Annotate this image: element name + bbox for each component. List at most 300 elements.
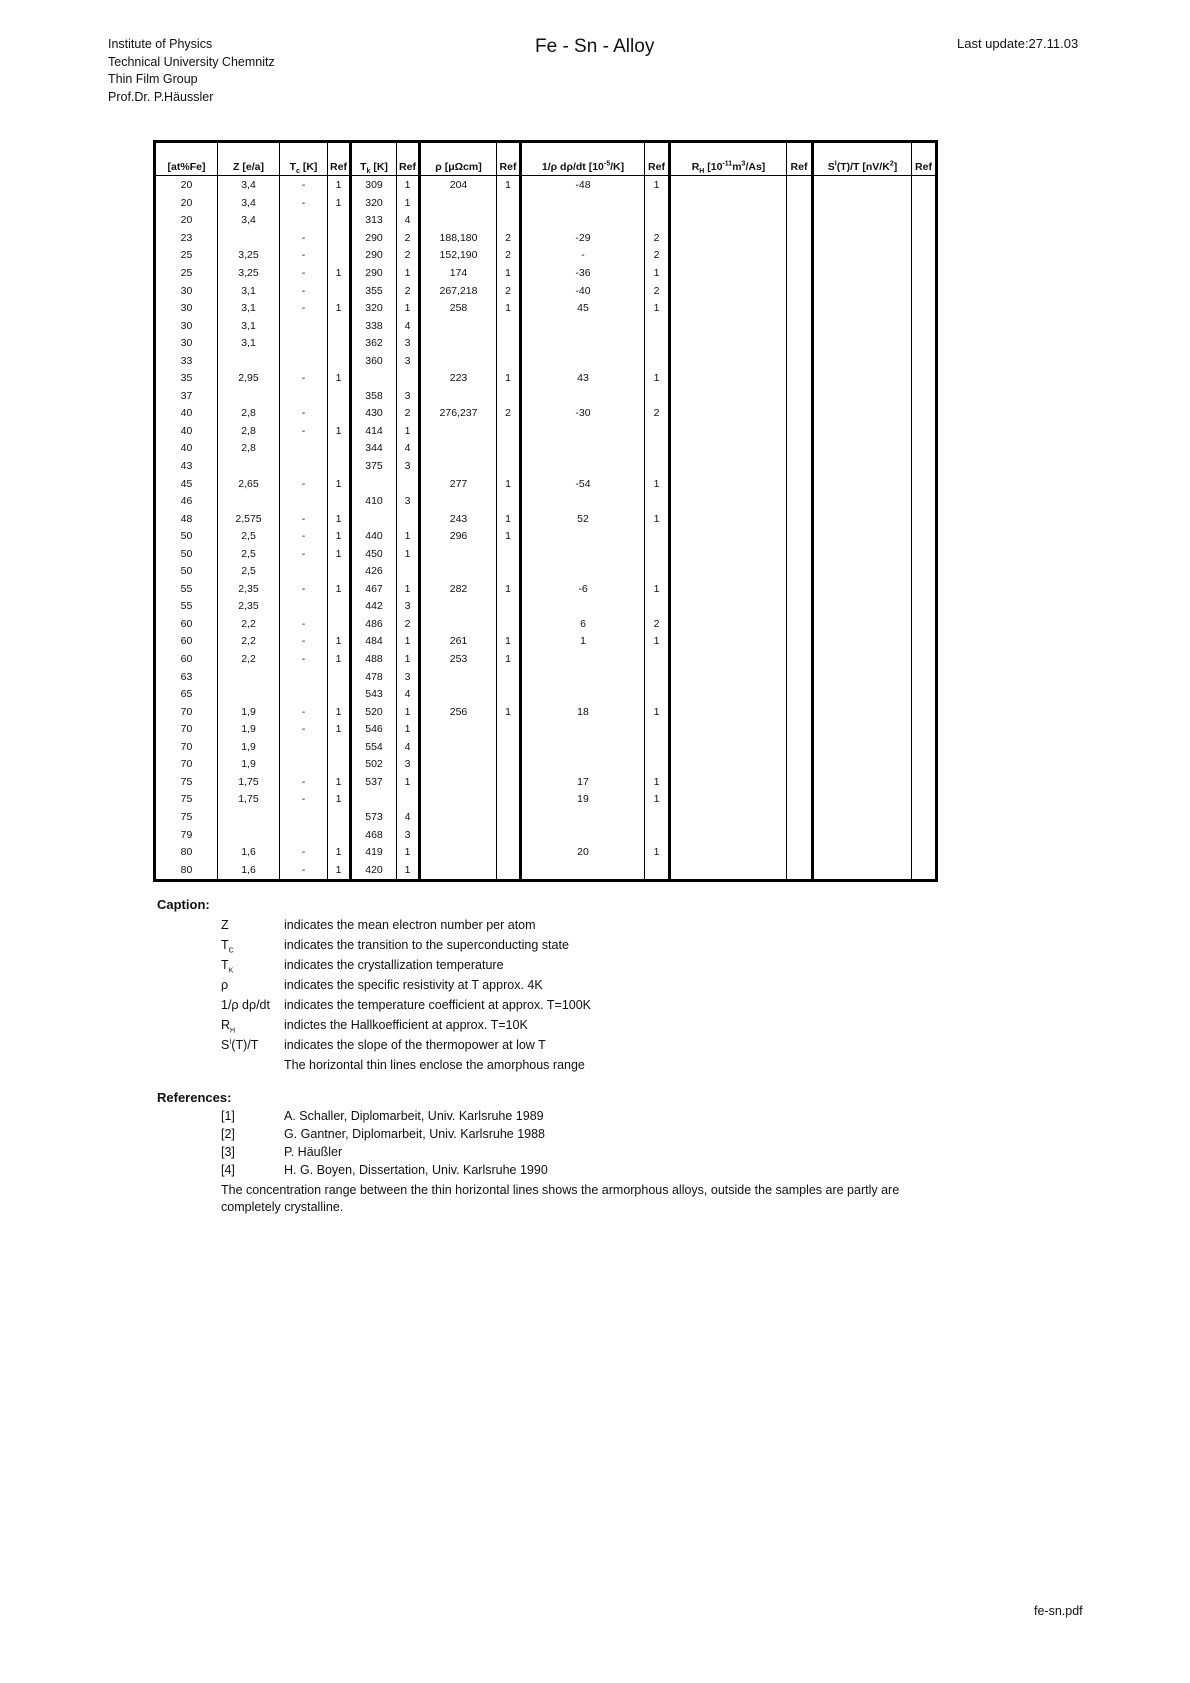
cell-ref [912, 598, 937, 616]
cell-ref [787, 388, 813, 406]
cell-thermopower [813, 475, 912, 493]
cell-hall [670, 212, 787, 230]
cell-tc: - [280, 247, 328, 265]
cell-hall [670, 176, 787, 195]
cell-thermopower [813, 423, 912, 441]
cell-rho: 276,237 [420, 405, 497, 423]
cell-at-fe: 33 [155, 352, 218, 370]
cell-tc: - [280, 282, 328, 300]
cell-tk: 573 [351, 809, 397, 827]
cell-temp-coeff: -54 [521, 475, 645, 493]
cell-tk: 488 [351, 651, 397, 669]
cell-ref [787, 247, 813, 265]
cell-hall [670, 388, 787, 406]
cell-ref [787, 703, 813, 721]
cell-ref [328, 826, 351, 844]
cell-thermopower [813, 282, 912, 300]
cell-ref [787, 563, 813, 581]
cell-ref [787, 739, 813, 757]
cell-ref: 1 [645, 844, 670, 862]
institute-line: Thin Film Group [108, 72, 198, 86]
reference-text: G. Gantner, Diplomarbeit, Univ. Karlsruhe 1988 [284, 1127, 546, 1141]
cell-z: 2,65 [218, 475, 280, 493]
cell-ref [912, 756, 937, 774]
cell-ref [328, 598, 351, 616]
cell-at-fe: 25 [155, 247, 218, 265]
cell-tk: 430 [351, 405, 397, 423]
col-header-concentration: [at%Fe] [155, 142, 218, 176]
cell-tk: 450 [351, 545, 397, 563]
cell-hall [670, 405, 787, 423]
cell-ref [645, 686, 670, 704]
cell-ref [645, 440, 670, 458]
cell-ref: 1 [645, 300, 670, 318]
cell-rho [420, 721, 497, 739]
cell-tk: 362 [351, 335, 397, 353]
cell-ref [328, 247, 351, 265]
cell-thermopower [813, 756, 912, 774]
table-row [155, 265, 937, 283]
cell-hall [670, 721, 787, 739]
cell-tk: 290 [351, 247, 397, 265]
cell-tc: - [280, 528, 328, 546]
cell-z: 1,9 [218, 756, 280, 774]
cell-ref [497, 791, 521, 809]
cell-at-fe: 20 [155, 176, 218, 195]
table-row [155, 739, 937, 757]
caption-symbol: $S^I(T)/T$ [221, 1038, 259, 1052]
cell-ref [497, 721, 521, 739]
cell-tc: - [280, 651, 328, 669]
cell-tc: - [280, 844, 328, 862]
cell-ref: 1 [497, 651, 521, 669]
reference-item [157, 1109, 931, 1127]
cell-rho [420, 317, 497, 335]
cell-thermopower [813, 493, 912, 511]
cell-ref: 2 [497, 230, 521, 248]
reference-number: [3] [221, 1145, 235, 1159]
cell-hall [670, 282, 787, 300]
cell-tk: 419 [351, 844, 397, 862]
table-row [155, 475, 937, 493]
cell-ref [787, 195, 813, 213]
cell-rho [420, 844, 497, 862]
cell-ref [328, 388, 351, 406]
cell-tc [280, 212, 328, 230]
cell-ref [787, 370, 813, 388]
col-header-tk: $T_k$ [K] [351, 142, 397, 176]
caption-text: indicates the transition to the superconducting state [284, 938, 569, 952]
cell-ref [497, 440, 521, 458]
cell-thermopower [813, 844, 912, 862]
cell-rho: 152,190 [420, 247, 497, 265]
cell-at-fe: 46 [155, 493, 218, 511]
cell-temp-coeff [521, 826, 645, 844]
cell-rho [420, 458, 497, 476]
table-row [155, 440, 937, 458]
cell-ref [912, 563, 937, 581]
cell-ref: 1 [397, 423, 420, 441]
cell-ref: 1 [497, 510, 521, 528]
caption-item [157, 998, 592, 1018]
cell-at-fe: 70 [155, 756, 218, 774]
cell-z: 2,8 [218, 405, 280, 423]
cell-ref [497, 861, 521, 880]
cell-ref [645, 458, 670, 476]
cell-rho [420, 616, 497, 634]
cell-thermopower [813, 686, 912, 704]
cell-thermopower [813, 265, 912, 283]
cell-ref [787, 475, 813, 493]
cell-temp-coeff: -6 [521, 581, 645, 599]
cell-ref [497, 844, 521, 862]
cell-ref: 1 [397, 774, 420, 792]
cell-ref [912, 176, 937, 195]
cell-hall [670, 440, 787, 458]
cell-ref [497, 212, 521, 230]
cell-ref [912, 809, 937, 827]
cell-ref: 1 [328, 300, 351, 318]
cell-temp-coeff [521, 352, 645, 370]
cell-z: 2,35 [218, 581, 280, 599]
institute-block [108, 36, 275, 106]
cell-at-fe: 75 [155, 774, 218, 792]
caption-text: indictes the Hallkoefficient at approx. T=10K [284, 1018, 528, 1032]
cell-hall [670, 528, 787, 546]
cell-tc: - [280, 475, 328, 493]
table-row [155, 388, 937, 406]
cell-tc: - [280, 423, 328, 441]
cell-tk: 290 [351, 230, 397, 248]
cell-ref: 1 [497, 475, 521, 493]
reference-text: A. Schaller, Diplomarbeit, Univ. Karlsruhe 1989 [284, 1109, 544, 1123]
cell-z: 3,1 [218, 300, 280, 318]
table-row [155, 545, 937, 563]
cell-ref: 1 [328, 774, 351, 792]
cell-ref: 3 [397, 756, 420, 774]
cell-z: 3,4 [218, 195, 280, 213]
col-header-tc: $T_c$ [K] [280, 142, 328, 176]
cell-tc: - [280, 545, 328, 563]
cell-ref [912, 370, 937, 388]
cell-z [218, 668, 280, 686]
cell-ref [397, 475, 420, 493]
cell-ref [787, 616, 813, 634]
cell-temp-coeff: -30 [521, 405, 645, 423]
cell-ref [645, 598, 670, 616]
cell-hall [670, 510, 787, 528]
cell-thermopower [813, 405, 912, 423]
cell-temp-coeff [521, 195, 645, 213]
cell-ref [787, 265, 813, 283]
cell-ref: 1 [397, 528, 420, 546]
cell-temp-coeff: 20 [521, 844, 645, 862]
institute-line: Prof.Dr. P.Häussler [108, 89, 214, 104]
cell-ref: 1 [397, 265, 420, 283]
cell-ref [787, 423, 813, 441]
table-row [155, 756, 937, 774]
cell-ref: 1 [328, 703, 351, 721]
cell-hall [670, 317, 787, 335]
cell-temp-coeff [521, 861, 645, 880]
cell-ref [912, 230, 937, 248]
cell-ref [912, 528, 937, 546]
cell-at-fe: 48 [155, 510, 218, 528]
cell-tc: - [280, 370, 328, 388]
cell-tc: - [280, 230, 328, 248]
cell-z [218, 493, 280, 511]
cell-z: 1,9 [218, 739, 280, 757]
col-header-resistivity: ρ [μΩcm] [420, 142, 497, 176]
caption-text: indicates the crystallization temperature [284, 958, 504, 972]
cell-ref: 1 [645, 791, 670, 809]
col-header-ref: Ref [397, 142, 420, 176]
cell-thermopower [813, 774, 912, 792]
cell-tc: - [280, 176, 328, 195]
cell-tk: 410 [351, 493, 397, 511]
references-note: The concentration range between the thin horizontal lines shows the armorphous alloys, outside the samples are partly are completely crystalline. [221, 1183, 900, 1214]
cell-ref [328, 739, 351, 757]
cell-ref [645, 317, 670, 335]
cell-hall [670, 195, 787, 213]
cell-temp-coeff [521, 440, 645, 458]
cell-tk [351, 510, 397, 528]
cell-ref: 1 [645, 265, 670, 283]
cell-ref [328, 493, 351, 511]
cell-z [218, 809, 280, 827]
cell-ref [787, 756, 813, 774]
cell-rho: 188,180 [420, 230, 497, 248]
caption-item [157, 978, 543, 998]
cell-rho: 258 [420, 300, 497, 318]
cell-ref [912, 423, 937, 441]
cell-ref: 2 [497, 247, 521, 265]
cell-temp-coeff [521, 528, 645, 546]
cell-temp-coeff [521, 563, 645, 581]
cell-temp-coeff [521, 493, 645, 511]
table-row [155, 826, 937, 844]
cell-ref: 2 [397, 405, 420, 423]
cell-thermopower [813, 581, 912, 599]
cell-ref [912, 668, 937, 686]
caption-item [157, 1038, 546, 1058]
cell-hall [670, 686, 787, 704]
cell-tk: 502 [351, 756, 397, 774]
cell-hall [670, 633, 787, 651]
caption-symbol: $T_K$ [221, 958, 234, 975]
cell-tk: 442 [351, 598, 397, 616]
cell-ref [397, 370, 420, 388]
cell-ref: 2 [645, 405, 670, 423]
cell-z: 1,9 [218, 703, 280, 721]
cell-ref [645, 195, 670, 213]
table-row [155, 703, 937, 721]
cell-tk: 543 [351, 686, 397, 704]
cell-ref: 1 [397, 633, 420, 651]
cell-ref [912, 826, 937, 844]
cell-at-fe: 45 [155, 475, 218, 493]
cell-at-fe: 20 [155, 195, 218, 213]
cell-hall [670, 703, 787, 721]
cell-ref [912, 633, 937, 651]
cell-rho [420, 826, 497, 844]
cell-ref: 1 [328, 176, 351, 195]
cell-hall [670, 265, 787, 283]
cell-tc [280, 335, 328, 353]
cell-thermopower [813, 861, 912, 880]
cell-ref [787, 176, 813, 195]
cell-ref [912, 282, 937, 300]
cell-ref: 1 [497, 703, 521, 721]
table-row [155, 352, 937, 370]
col-header-thermopower: $S^I(T)/T$ $[nV/K^2]$ [813, 142, 912, 176]
cell-hall [670, 861, 787, 880]
table-row [155, 176, 937, 195]
cell-ref [787, 335, 813, 353]
cell-ref: 1 [328, 370, 351, 388]
cell-tc: - [280, 721, 328, 739]
cell-ref: 3 [397, 388, 420, 406]
cell-ref: 1 [397, 844, 420, 862]
cell-ref [497, 563, 521, 581]
cell-z: 3,1 [218, 317, 280, 335]
cell-hall [670, 581, 787, 599]
cell-ref [497, 388, 521, 406]
cell-ref: 1 [328, 195, 351, 213]
table-row [155, 581, 937, 599]
cell-z: 2,5 [218, 545, 280, 563]
cell-ref [397, 791, 420, 809]
cell-ref [912, 616, 937, 634]
cell-ref [645, 335, 670, 353]
cell-z: 2,35 [218, 598, 280, 616]
cell-ref: 2 [645, 247, 670, 265]
cell-ref: 3 [397, 493, 420, 511]
cell-ref [787, 545, 813, 563]
cell-ref [787, 230, 813, 248]
cell-ref [912, 265, 937, 283]
cell-thermopower [813, 212, 912, 230]
cell-thermopower [813, 633, 912, 651]
cell-at-fe: 40 [155, 440, 218, 458]
cell-hall [670, 352, 787, 370]
cell-tk: 320 [351, 300, 397, 318]
cell-ref [645, 651, 670, 669]
cell-ref: 1 [328, 423, 351, 441]
cell-thermopower [813, 440, 912, 458]
cell-hall [670, 844, 787, 862]
cell-tk: 467 [351, 581, 397, 599]
cell-ref: 1 [497, 265, 521, 283]
cell-temp-coeff [521, 721, 645, 739]
caption-item [157, 1058, 585, 1078]
cell-ref [912, 493, 937, 511]
cell-rho [420, 861, 497, 880]
cell-temp-coeff: -40 [521, 282, 645, 300]
cell-z: 2,2 [218, 651, 280, 669]
cell-z: 1,9 [218, 721, 280, 739]
cell-hall [670, 616, 787, 634]
cell-thermopower [813, 563, 912, 581]
table-row [155, 493, 937, 511]
cell-ref [787, 528, 813, 546]
cell-ref: 2 [497, 405, 521, 423]
table-row [155, 282, 937, 300]
cell-ref [328, 440, 351, 458]
cell-tc: - [280, 703, 328, 721]
cell-ref [397, 510, 420, 528]
caption-section [157, 897, 592, 1078]
cell-thermopower [813, 598, 912, 616]
cell-rho [420, 388, 497, 406]
col-header-ref: Ref [912, 142, 937, 176]
cell-ref: 1 [645, 510, 670, 528]
cell-hall [670, 458, 787, 476]
cell-ref [787, 282, 813, 300]
cell-temp-coeff [521, 458, 645, 476]
cell-ref: 1 [328, 528, 351, 546]
cell-ref [497, 335, 521, 353]
cell-ref [787, 686, 813, 704]
cell-rho: 277 [420, 475, 497, 493]
cell-thermopower [813, 300, 912, 318]
cell-ref [912, 510, 937, 528]
cell-tk: 313 [351, 212, 397, 230]
cell-temp-coeff: - [521, 247, 645, 265]
cell-ref: 4 [397, 317, 420, 335]
cell-ref [912, 721, 937, 739]
cell-ref [787, 352, 813, 370]
table-row [155, 809, 937, 827]
cell-ref: 1 [328, 651, 351, 669]
cell-hall [670, 335, 787, 353]
cell-at-fe: 60 [155, 633, 218, 651]
cell-tc [280, 668, 328, 686]
cell-ref [645, 721, 670, 739]
cell-z [218, 230, 280, 248]
cell-tk: 520 [351, 703, 397, 721]
cell-temp-coeff [521, 686, 645, 704]
caption-heading: Caption: [157, 897, 210, 912]
cell-hall [670, 756, 787, 774]
cell-ref: 1 [328, 510, 351, 528]
cell-at-fe: 70 [155, 739, 218, 757]
cell-ref: 1 [397, 703, 420, 721]
reference-text: P. Häußler [284, 1145, 343, 1159]
cell-rho: 174 [420, 265, 497, 283]
cell-at-fe: 75 [155, 791, 218, 809]
cell-rho [420, 668, 497, 686]
table-body [155, 176, 937, 881]
cell-ref: 1 [328, 581, 351, 599]
cell-ref [912, 247, 937, 265]
cell-temp-coeff [521, 598, 645, 616]
col-header-temp-coeff: 1/ρ dρ/dt $[10^{-5}/K]$ [521, 142, 645, 176]
cell-ref [787, 668, 813, 686]
cell-ref [645, 668, 670, 686]
cell-z: 3,25 [218, 247, 280, 265]
col-header-z: Z [e/a] [218, 142, 280, 176]
cell-z: 2,5 [218, 528, 280, 546]
cell-ref: 1 [497, 581, 521, 599]
cell-ref [787, 510, 813, 528]
cell-ref [497, 493, 521, 511]
cell-temp-coeff [521, 317, 645, 335]
table-row [155, 651, 937, 669]
cell-ref [645, 493, 670, 511]
cell-ref [328, 756, 351, 774]
cell-ref [912, 388, 937, 406]
